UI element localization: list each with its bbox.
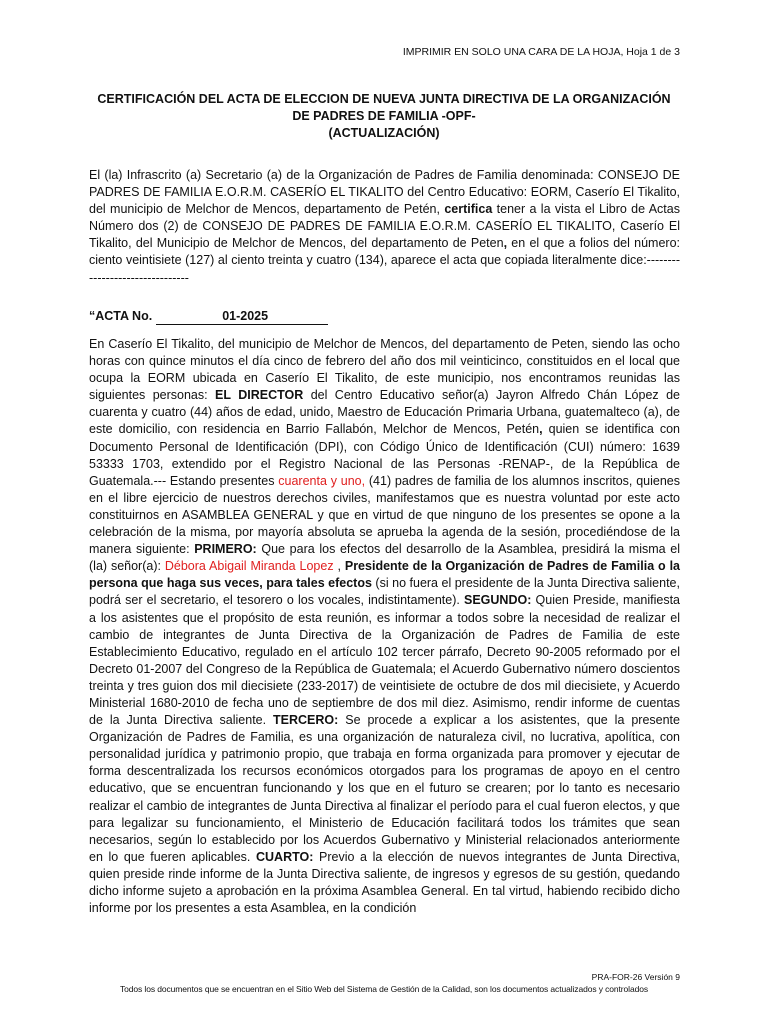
- body-text-3: quien se identifica con Documento Personal de Identificación (DPI), con Código Único de Identificación (CUI) número: 1639 53333 1703, extendido por el Registro Nacional de las Personas -RENAP-, de la República de Guatemala.--- Estando presentes: [89, 422, 680, 488]
- body-segundo: SEGUNDO:: [464, 593, 532, 608]
- body-text-7: (si no fuera el presidente de la Junta Directiva saliente, podrá ser el secretario, el tesorero o los vocales, indistintamente).: [89, 576, 680, 608]
- intro-certifica: certifica: [444, 202, 493, 217]
- intro-paragraph: [89, 167, 680, 287]
- body-president-name: Débora Abigail Miranda Lopez: [164, 559, 334, 574]
- form-version: PRA-FOR-26 Versión 9: [591, 972, 680, 982]
- body-text-9: Se procede a explicar a los asistentes, que la presente Organización de Padres de Familia, es una organización de naturaleza civil, no lucrativa, apolítica, con personalidad jurídica y patrimonio propio, que trabaja en forma organizada para promover y ejecutar de forma descentralizada los recursos económicos otorgados para los programas de apoyo en el centro educativo, que se encuentran funcionando y los que en el futuro se crearen; por lo tanto es necesario realizar el cambio de integrantes de Junta Directiva al finalizar el período para el cual fueron electos, y que para legalizar su funcionamiento, el Ministerio de Educación facilitará todos los trámites que sean necesarios, según lo establecido por los Acuerdos Gubernativo y Ministerial relacionados anteriormente en lo que fueren aplicables.: [89, 713, 680, 864]
- body-text-2: del Centro Educativo señor(a) Jayron Alfredo Chán López de cuarenta y cuatro (44) años de edad, unido, Maestro de Educación Primaria Urbana, guatemalteco (a), de este domicilio, con residencia en Barrio Fallabón, Melchor de Mencos, Petén: [89, 388, 680, 437]
- intro-comma: ,: [503, 236, 508, 251]
- body-text-1: En Caserío El Tikalito, del municipio de Melchor de Mencos, del departamento de Peten, siendo las ocho horas con quince minutos el día cinco de febrero del año dos mil veinticinco, constituidos en el local que ocupa la EORM ubicada en Caserío El Tikalito, de este municipio, nos encontramos reunidas las siguientes personas:: [89, 337, 680, 403]
- body-primero: PRIMERO:: [194, 542, 257, 557]
- acta-number-line: [89, 309, 328, 325]
- body-cuarto: CUARTO:: [256, 849, 314, 864]
- body-text-5: Que para los efectos del desarrollo de la Asamblea, presidirá la misma el (la) señor(a):: [89, 542, 680, 574]
- footer-note: Todos los documentos que se encuentran en el Sitio Web del Sistema de Gestión de la Calidad, son los documentos actualizados y controlados: [119, 984, 648, 994]
- body-text-10: Previo a la elección de nuevos integrantes de Junta Directiva, quien preside rinde informe de la Junta Directiva saliente, de ingresos y egresos de su gestión, quedando dicho informe sujeto a aprobación en la próxima Asamblea General. En tal virtud, habiendo recibido dicho informe por los presentes a esta Asamblea, en la condición: [89, 849, 680, 916]
- intro-text-1: El (la) Infrascrito (a) Secretario (a) de la Organización de Padres de Familia denominada: CONSEJO DE PADRES DE FAMILIA E.O.R.M. CASERÍO EL TIKALITO del Centro Educativo: EORM, Caserío El Tikalito, del municipio de Melchor de Mencos, departamento de Petén,: [89, 168, 680, 217]
- intro-text-3: en el que a folios del número: ciento veintisiete (127) al ciento treinta y cuatro (134), aparece el acta que copiada literalmente dice:--------------------------------: [89, 236, 681, 285]
- body-text-4: (41) padres de familia de los alumnos inscritos, quienes en el libre ejercicio de nuestros derechos civiles, manifestamos que es nuestra voluntad por este acto constituirnos en ASAMBLEA GENERAL y que en virtud de que ninguno de los presentes se opone a la celebración de la misma, por mayoría absoluta se aprueba la agenda de la sesión, procediéndose de la manera siguiente:: [89, 473, 680, 557]
- print-note: IMPRIMIR EN SOLO UNA CARA DE LA HOJA, Hoja 1 de 3: [402, 46, 680, 58]
- body-comma: ,: [539, 422, 543, 437]
- title-line-1: CERTIFICACIÓN DEL ACTA DE ELECCION DE NUEVA JUNTA DIRECTIVA DE LA ORGANIZACIÓN: [97, 92, 671, 106]
- body-director: EL DIRECTOR: [215, 388, 304, 403]
- body-attendee-count: cuarenta y uno,: [278, 473, 366, 488]
- title-line-3: (ACTUALIZACIÓN): [328, 126, 440, 140]
- title-line-2: DE PADRES DE FAMILIA -OPF-: [292, 109, 476, 123]
- body-tercero: TERCERO:: [273, 713, 339, 728]
- acta-number: 01-2025: [156, 309, 328, 325]
- intro-text-2: tener a la vista el Libro de Actas Número dos (2) de CONSEJO DE PADRES DE FAMILIA E.O.R.M. CASERÍO EL TIKALITO, Caserío El Tikalito, del Municipio de Melchor de Mencos, del departamento de Peten: [89, 202, 680, 251]
- body-text-6: ,: [333, 559, 345, 574]
- body-text-8: Quien Preside, manifiesta a los asistentes que el propósito de esta reunión, es informar a todos sobre la necesidad de realizar el cambio de integrantes de Junta Directiva de la Organización de Padres de Familia de este Establecimiento Educativo, regulado en el artículo 102 tercer párrafo, Decreto 90-2005 reformado por el Decreto 01-2007 del Congreso de la República de Guatemala; el Acuerdo Gubernativo número doscientos treinta y tres guion dos mil diecisiete (233-2017) de veintisiete de octubre de dos mil diecisiete, y Acuerdo Ministerial 1680-2010 de fecha uno de septiembre de dos mil diez. Asimismo, rendir informe de cuentas de la Junta Directiva saliente.: [89, 593, 681, 728]
- document-title: [60, 91, 708, 142]
- acta-label: “ACTA No.: [89, 309, 153, 323]
- acta-body: [89, 336, 680, 917]
- body-president-role: Presidente de la Organización de Padres de Familia o la persona que haga sus veces, para tales efectos: [89, 559, 680, 591]
